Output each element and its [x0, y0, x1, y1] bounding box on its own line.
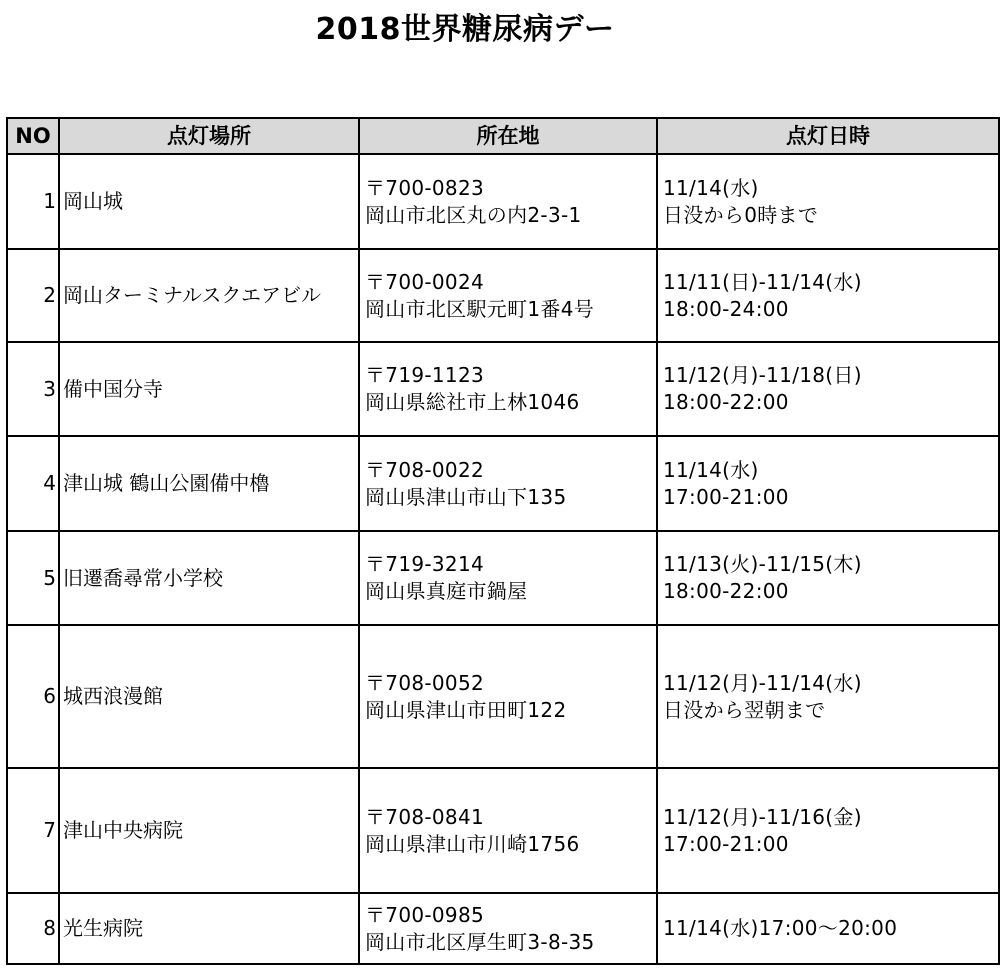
row-date: 11/14(水): [663, 457, 759, 482]
row-address: 岡山県津山市川崎1756: [365, 831, 580, 856]
row-datetime-cell: [657, 436, 999, 531]
row-address: 岡山市北区丸の内2-3-1: [365, 202, 582, 227]
row-date: 11/11(日)-11/14(水): [663, 269, 862, 294]
header-address: 所在地: [359, 118, 657, 154]
row-time: 18:00-24:00: [663, 296, 789, 321]
row-date: 11/14(水)17:00～20:00: [663, 916, 898, 940]
row-address: 岡山市北区厚生町3-8-35: [365, 929, 595, 954]
row-datetime-cell: [657, 154, 999, 249]
row-time: 17:00-21:00: [663, 484, 789, 509]
row-postal-code: 〒708-0052: [365, 670, 484, 695]
table-header-row: [7, 118, 999, 154]
row-address-cell: [359, 342, 657, 436]
row-time: 18:00-22:00: [663, 579, 789, 603]
table-row: [7, 893, 999, 964]
row-postal-code: 〒700-0024: [365, 269, 484, 294]
row-datetime-cell: [657, 531, 999, 625]
row-postal-code: 〒719-3214: [365, 552, 484, 576]
row-address-cell: [359, 531, 657, 625]
row-address: 岡山県津山市田町122: [365, 697, 567, 722]
row-place: 津山城 鶴山公園備中櫓: [59, 436, 359, 531]
row-date: 11/12(月)-11/14(水): [663, 670, 862, 695]
row-no: 5: [7, 531, 59, 625]
row-datetime-cell: [657, 768, 999, 893]
row-address-cell: [359, 249, 657, 342]
row-date: 11/12(月)-11/16(金): [663, 804, 862, 829]
row-address: 岡山県津山市山下135: [365, 484, 567, 509]
row-datetime-cell: [657, 249, 999, 342]
row-no: 1: [7, 154, 59, 249]
row-address-cell: [359, 625, 657, 768]
table-row: [7, 436, 999, 531]
row-datetime-cell: [657, 342, 999, 436]
row-postal-code: 〒719-1123: [365, 363, 484, 387]
row-postal-code: 〒708-0022: [365, 457, 484, 482]
header-datetime: 点灯日時: [657, 118, 999, 154]
row-postal-code: 〒700-0985: [365, 902, 484, 927]
row-datetime-cell: [657, 625, 999, 768]
row-no: 2: [7, 249, 59, 342]
table-row: [7, 249, 999, 342]
row-postal-code: 〒700-0823: [365, 175, 484, 200]
page-title: 2018世界糖尿病デー: [315, 12, 615, 47]
table-row: [7, 154, 999, 249]
row-place: 岡山城: [59, 154, 359, 249]
row-address-cell: [359, 893, 657, 964]
row-no: 8: [7, 893, 59, 964]
row-address: 岡山県真庭市鍋屋: [365, 579, 528, 603]
row-time: 17:00-21:00: [663, 831, 789, 856]
table-row: [7, 342, 999, 436]
row-time: 日没から0時まで: [663, 202, 819, 227]
row-no: 4: [7, 436, 59, 531]
row-address-cell: [359, 436, 657, 531]
row-place: 旧遷喬尋常小学校: [59, 531, 359, 625]
row-place: 光生病院: [59, 893, 359, 964]
table-row: [7, 625, 999, 768]
row-place: 城西浪漫館: [59, 625, 359, 768]
row-place: 岡山ターミナルスクエアビル: [59, 249, 359, 342]
header-place: 点灯場所: [59, 118, 359, 154]
row-place: 備中国分寺: [59, 342, 359, 436]
table-row: [7, 531, 999, 625]
row-no: 7: [7, 768, 59, 893]
row-time: 18:00-22:00: [663, 390, 789, 414]
row-datetime-cell: [657, 893, 999, 964]
row-postal-code: 〒708-0841: [365, 804, 484, 829]
row-time: 日没から翌朝まで: [663, 697, 826, 722]
row-address-cell: [359, 154, 657, 249]
lighting-schedule-table: [6, 117, 1000, 965]
row-no: 6: [7, 625, 59, 768]
row-date: 11/12(月)-11/18(日): [663, 363, 862, 387]
row-address: 岡山市北区駅元町1番4号: [365, 296, 595, 321]
row-place: 津山中央病院: [59, 768, 359, 893]
row-address: 岡山県総社市上林1046: [365, 390, 580, 414]
table-row: [7, 768, 999, 893]
header-no: NO: [7, 118, 59, 154]
row-address-cell: [359, 768, 657, 893]
row-date: 11/13(火)-11/15(木): [663, 552, 862, 576]
row-date: 11/14(水): [663, 175, 759, 200]
row-no: 3: [7, 342, 59, 436]
